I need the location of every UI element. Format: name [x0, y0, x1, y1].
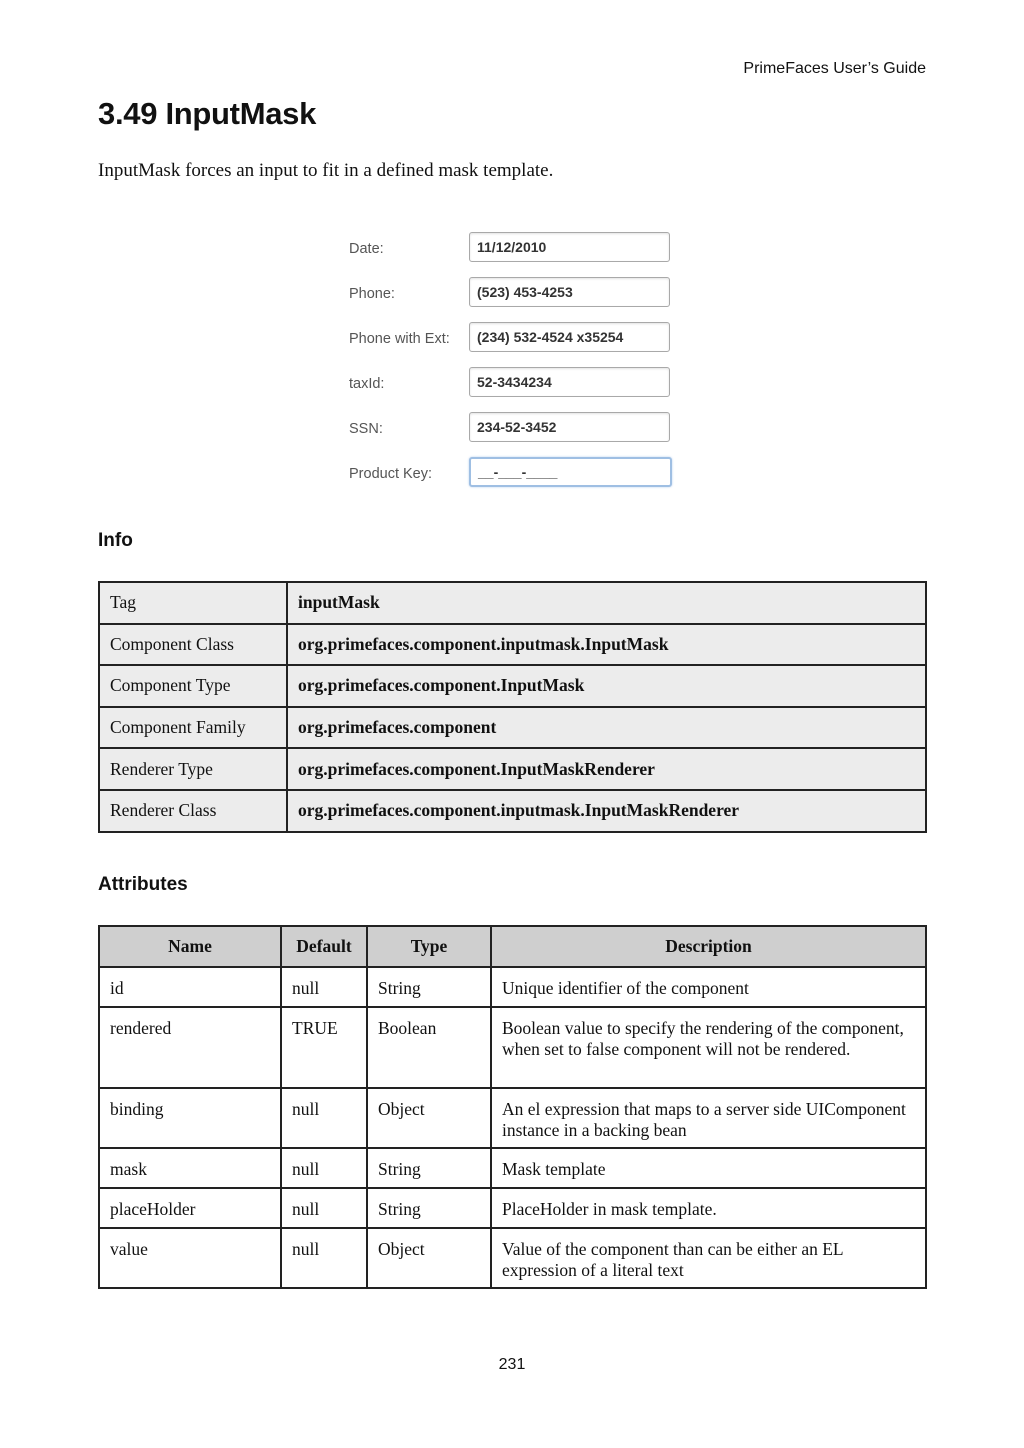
info-key: Renderer Class: [99, 790, 287, 832]
column-header-description: Description: [491, 926, 926, 967]
info-key: Renderer Type: [99, 748, 287, 790]
table-row: [99, 582, 926, 624]
table-header-row: [99, 926, 926, 967]
demo-row-phone: [340, 277, 680, 311]
attr-type: String: [367, 1148, 491, 1188]
attr-description: PlaceHolder in mask template.: [491, 1188, 926, 1228]
demo-row-phone-ext: [340, 322, 680, 356]
attr-type: Object: [367, 1228, 491, 1288]
attr-name: rendered: [99, 1007, 281, 1088]
attr-description: Boolean value to specify the rendering of the component, when set to false component will not be rendered.: [491, 1007, 926, 1088]
attr-type: Object: [367, 1088, 491, 1148]
table-row: [99, 1188, 926, 1228]
attr-default: null: [281, 1088, 367, 1148]
demo-label: taxId:: [349, 376, 385, 392]
section-title: 3.49 InputMask: [98, 96, 317, 131]
column-header-type: Type: [367, 926, 491, 967]
date-input[interactable]: 11/12/2010: [469, 232, 670, 262]
demo-row-product-key: [340, 457, 680, 491]
demo-label: Product Key:: [349, 466, 433, 482]
attr-description: Unique identifier of the component: [491, 967, 926, 1007]
attr-name: id: [99, 967, 281, 1007]
demo-label: Phone with Ext:: [349, 331, 450, 347]
attr-default: null: [281, 1188, 367, 1228]
phone-input[interactable]: (523) 453-4253: [469, 277, 670, 307]
attr-default: null: [281, 967, 367, 1007]
ssn-input[interactable]: 234-52-3452: [469, 412, 670, 442]
table-row: [99, 1148, 926, 1188]
demo-label: Date:: [349, 241, 384, 257]
attr-default: TRUE: [281, 1007, 367, 1088]
attributes-table: [98, 925, 927, 1289]
info-value: inputMask: [287, 582, 926, 624]
demo-label: Phone:: [349, 286, 395, 302]
demo-row-taxid: [340, 367, 680, 401]
table-row: [99, 1007, 926, 1088]
attr-description: An el expression that maps to a server side UIComponent instance in a backing bean: [491, 1088, 926, 1148]
table-row: [99, 967, 926, 1007]
table-row: [99, 707, 926, 749]
info-value: org.primefaces.component: [287, 707, 926, 749]
column-header-default: Default: [281, 926, 367, 967]
page-number: 231: [498, 1356, 526, 1373]
info-key: Component Class: [99, 624, 287, 666]
phone-ext-input[interactable]: (234) 532-4524 x35254: [469, 322, 670, 352]
attr-name: binding: [99, 1088, 281, 1148]
column-header-name: Name: [99, 926, 281, 967]
attr-description: Value of the component than can be either an EL expression of a literal text: [491, 1228, 926, 1288]
inputmask-demo-screenshot: [340, 226, 680, 498]
demo-row-date: [340, 232, 680, 266]
attr-name: mask: [99, 1148, 281, 1188]
info-key: Component Family: [99, 707, 287, 749]
table-row: [99, 748, 926, 790]
product-key-input[interactable]: __-___-____: [469, 457, 672, 487]
table-row: [99, 1228, 926, 1288]
demo-label: SSN:: [349, 421, 383, 437]
table-row: [99, 790, 926, 832]
running-header: PrimeFaces User’s Guide: [743, 60, 926, 77]
info-heading: Info: [98, 530, 133, 551]
info-key: Component Type: [99, 665, 287, 707]
info-value: org.primefaces.component.inputmask.InputMask: [287, 624, 926, 666]
table-row: [99, 624, 926, 666]
info-value: org.primefaces.component.inputmask.InputMaskRenderer: [287, 790, 926, 832]
taxid-input[interactable]: 52-3434234: [469, 367, 670, 397]
table-row: [99, 1088, 926, 1148]
attr-type: String: [367, 967, 491, 1007]
attr-default: null: [281, 1148, 367, 1188]
intro-paragraph: InputMask forces an input to fit in a defined mask template.: [98, 160, 554, 181]
attr-default: null: [281, 1228, 367, 1288]
attr-type: Boolean: [367, 1007, 491, 1088]
info-table: [98, 581, 927, 833]
attributes-heading: Attributes: [98, 874, 188, 895]
attr-description: Mask template: [491, 1148, 926, 1188]
info-value: org.primefaces.component.InputMaskRenderer: [287, 748, 926, 790]
demo-row-ssn: [340, 412, 680, 446]
attr-name: value: [99, 1228, 281, 1288]
table-row: [99, 665, 926, 707]
attr-type: String: [367, 1188, 491, 1228]
info-value: org.primefaces.component.InputMask: [287, 665, 926, 707]
attr-name: placeHolder: [99, 1188, 281, 1228]
info-key: Tag: [99, 582, 287, 624]
